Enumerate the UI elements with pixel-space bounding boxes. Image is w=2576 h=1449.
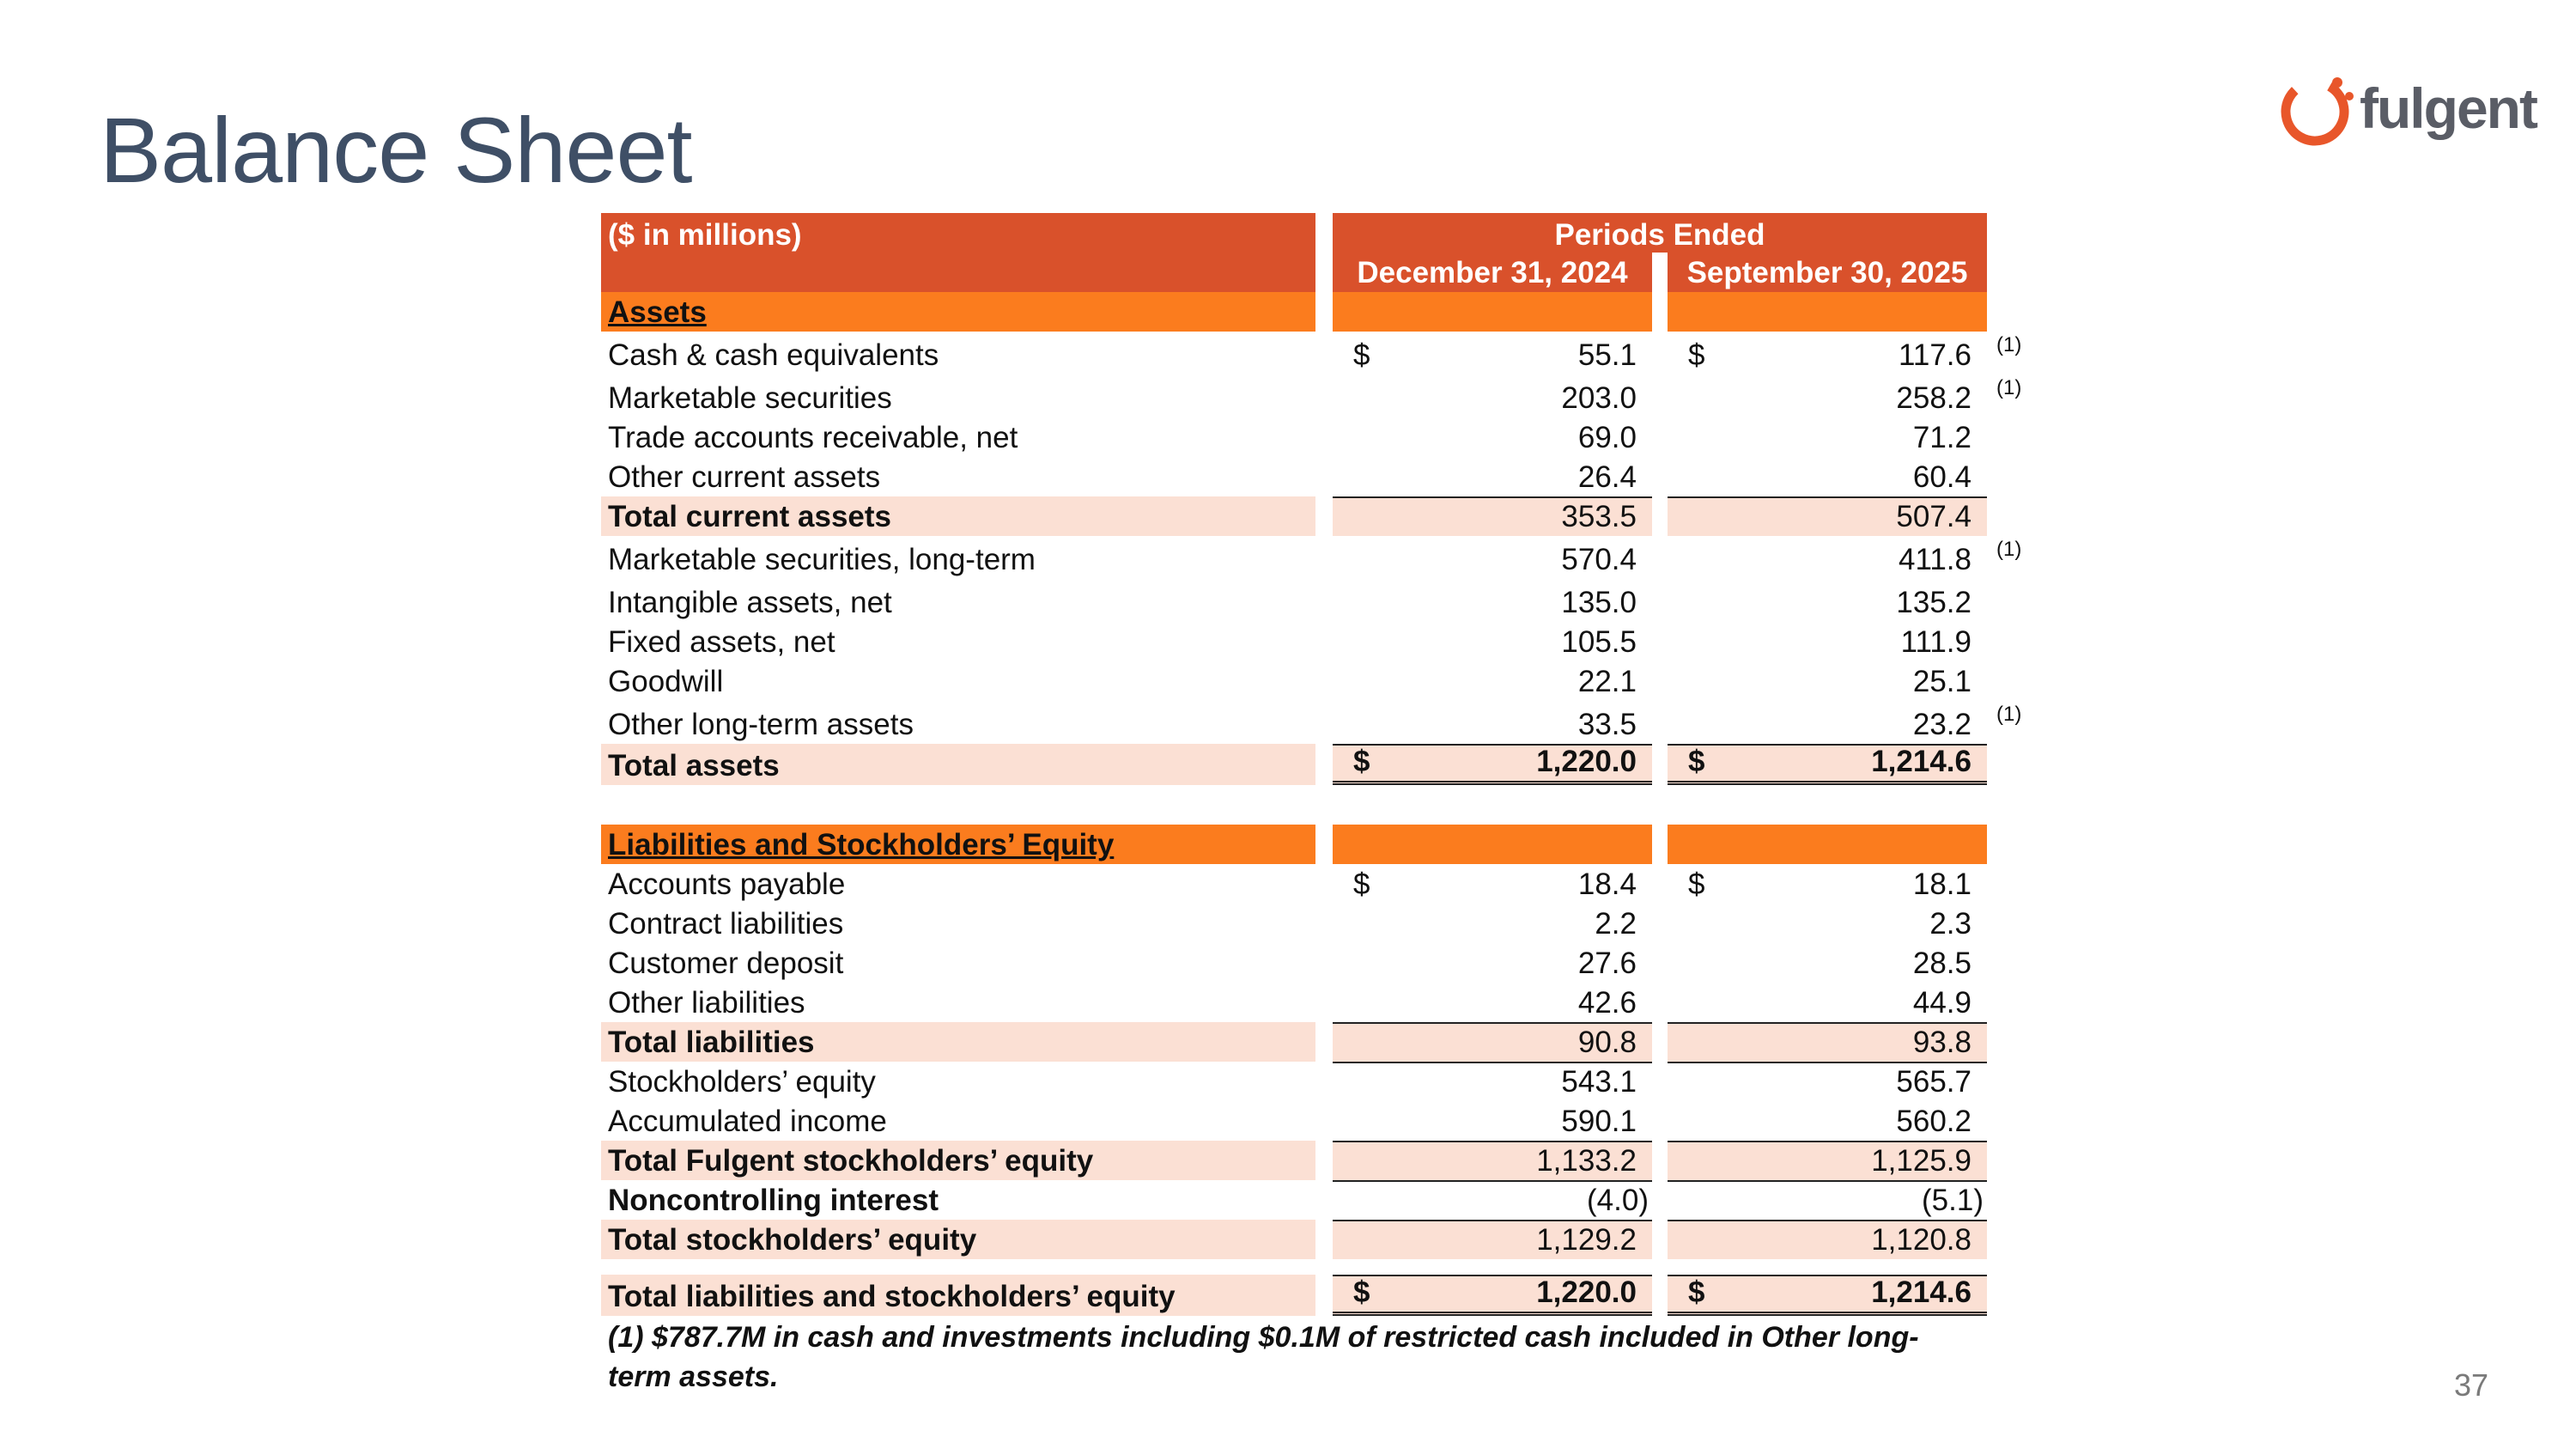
value-2024: 353.5 bbox=[1561, 500, 1637, 533]
value-2024: 203.0 bbox=[1561, 381, 1637, 415]
value-2024: 26.4 bbox=[1577, 460, 1637, 494]
value-2024: 33.5 bbox=[1577, 708, 1637, 741]
logo-text: fulgent bbox=[2360, 76, 2537, 140]
value-2024: 90.8 bbox=[1577, 1026, 1637, 1059]
table-row bbox=[601, 1101, 1992, 1141]
row-label: Noncontrolling interest bbox=[608, 1184, 939, 1217]
periods-label: Periods Ended bbox=[1333, 213, 1987, 253]
row-label: Intangible assets, net bbox=[608, 586, 892, 619]
table-row bbox=[601, 983, 1992, 1022]
table-row bbox=[601, 1062, 1992, 1101]
date-header-row bbox=[601, 253, 1992, 292]
table-row bbox=[601, 536, 2022, 579]
grand-total-row bbox=[601, 1275, 1992, 1316]
total-row bbox=[601, 496, 1992, 536]
value-2024: 1,129.2 bbox=[1536, 1223, 1637, 1257]
footnote-marker: (1) bbox=[1996, 376, 2022, 399]
table-row bbox=[601, 332, 2022, 374]
value-2025: 25.1 bbox=[1912, 665, 1971, 698]
table-row bbox=[601, 622, 1992, 661]
value-2024: 570.4 bbox=[1561, 543, 1637, 576]
value-2024: 69.0 bbox=[1577, 421, 1637, 454]
value-2024: 1,220.0 bbox=[1536, 745, 1637, 778]
total-row bbox=[601, 1022, 1992, 1062]
row-label: Total liabilities bbox=[601, 1022, 1315, 1062]
row-label: Stockholders’ equity bbox=[608, 1065, 876, 1099]
page-number: 37 bbox=[2454, 1367, 2489, 1403]
currency-symbol: $ bbox=[1353, 868, 1370, 901]
table-row bbox=[601, 1180, 1992, 1220]
table-row bbox=[601, 943, 1992, 983]
col2-date: September 30, 2025 bbox=[1668, 253, 1987, 292]
row-label: Other long-term assets bbox=[608, 708, 914, 741]
row-label: Customer deposit bbox=[608, 947, 844, 980]
row-label: Goodwill bbox=[608, 665, 724, 698]
table-row bbox=[601, 701, 2022, 744]
value-2025: 23.2 bbox=[1912, 708, 1971, 741]
currency-symbol: $ bbox=[1688, 745, 1705, 778]
value-2024: 543.1 bbox=[1561, 1065, 1637, 1099]
liabilities-heading: Liabilities and Stockholders’ Equity bbox=[601, 825, 1315, 864]
value-2025: 560.2 bbox=[1896, 1105, 1971, 1138]
value-2025: 2.3 bbox=[1929, 907, 1971, 941]
table-row bbox=[601, 417, 1992, 457]
row-label: Marketable securities bbox=[608, 381, 892, 415]
value-2025: 1,214.6 bbox=[1871, 745, 1971, 778]
value-2025: 117.6 bbox=[1899, 338, 1971, 372]
table-row bbox=[601, 374, 2022, 417]
row-label: Total Fulgent stockholders’ equity bbox=[601, 1141, 1315, 1180]
value-2025: 71.2 bbox=[1912, 421, 1971, 454]
footnote-marker: (1) bbox=[1996, 333, 2022, 356]
col1-date: December 31, 2024 bbox=[1333, 253, 1652, 292]
value-2025: 507.4 bbox=[1896, 500, 1971, 533]
value-2024: 1,220.0 bbox=[1536, 1275, 1637, 1309]
row-label: Other liabilities bbox=[608, 986, 805, 1020]
units-label: ($ in millions) bbox=[601, 213, 1315, 292]
footnote-text: (1) $787.7M in cash and investments including $0.1M of restricted cash included in Other long-term assets. bbox=[608, 1321, 1919, 1393]
assets-heading: Assets bbox=[601, 292, 1315, 332]
currency-symbol: $ bbox=[1353, 338, 1370, 372]
value-2025: 565.7 bbox=[1896, 1065, 1971, 1099]
table-row bbox=[601, 904, 1992, 943]
value-2025: 44.9 bbox=[1912, 986, 1971, 1020]
table-row bbox=[601, 579, 1992, 622]
currency-symbol: $ bbox=[1353, 745, 1370, 778]
row-label: Cash & cash equivalents bbox=[608, 338, 939, 372]
row-label: Total current assets bbox=[601, 496, 1315, 536]
table-row bbox=[601, 864, 1992, 904]
currency-symbol: $ bbox=[1688, 338, 1705, 372]
value-2024: 105.5 bbox=[1561, 625, 1637, 659]
value-2025: 1,125.9 bbox=[1871, 1144, 1971, 1178]
value-2025: 1,214.6 bbox=[1871, 1275, 1971, 1309]
value-2025: 60.4 bbox=[1912, 460, 1971, 494]
footnote-marker: (1) bbox=[1996, 538, 2022, 561]
value-2025: 93.8 bbox=[1912, 1026, 1971, 1059]
total-row bbox=[601, 1220, 1992, 1259]
row-label: Total assets bbox=[601, 744, 1315, 785]
value-2025: 28.5 bbox=[1912, 947, 1971, 980]
table-row bbox=[601, 457, 1992, 496]
row-label: Total stockholders’ equity bbox=[601, 1220, 1315, 1259]
row-label: Other current assets bbox=[608, 460, 881, 494]
row-label: Trade accounts receivable, net bbox=[608, 421, 1018, 454]
table-row bbox=[601, 661, 1992, 701]
value-2024: 18.4 bbox=[1577, 868, 1637, 901]
row-label: Marketable securities, long-term bbox=[608, 543, 1036, 576]
value-2024: 135.0 bbox=[1561, 586, 1637, 619]
footnote-marker: (1) bbox=[1996, 703, 2022, 726]
value-2024: (4.0) bbox=[1587, 1184, 1649, 1217]
balance-sheet-table bbox=[601, 213, 2022, 1313]
total-row bbox=[601, 1141, 1992, 1180]
page-title: Balance Sheet bbox=[100, 98, 692, 202]
value-2025: 411.8 bbox=[1899, 543, 1971, 576]
total-row bbox=[601, 744, 1992, 785]
row-label: Accounts payable bbox=[608, 868, 846, 901]
row-label: Accumulated income bbox=[608, 1105, 887, 1138]
currency-symbol: $ bbox=[1688, 1275, 1705, 1309]
value-2024: 2.2 bbox=[1595, 907, 1637, 941]
value-2025: 111.9 bbox=[1900, 625, 1971, 659]
value-2024: 590.1 bbox=[1561, 1105, 1637, 1138]
value-2024: 55.1 bbox=[1577, 338, 1637, 372]
value-2025: (5.1) bbox=[1922, 1184, 1984, 1217]
value-2024: 27.6 bbox=[1577, 947, 1637, 980]
value-2025: 1,120.8 bbox=[1871, 1223, 1971, 1257]
row-label: Contract liabilities bbox=[608, 907, 844, 941]
table-header-row bbox=[601, 213, 1992, 253]
row-label: Fixed assets, net bbox=[608, 625, 835, 659]
value-2024: 42.6 bbox=[1577, 986, 1637, 1020]
value-2025: 18.1 bbox=[1912, 868, 1971, 901]
currency-symbol: $ bbox=[1353, 1275, 1370, 1309]
value-2025: 135.2 bbox=[1896, 586, 1971, 619]
liabilities-section-row bbox=[601, 825, 1992, 864]
value-2024: 1,133.2 bbox=[1536, 1144, 1637, 1178]
currency-symbol: $ bbox=[1688, 868, 1705, 901]
row-label: Total liabilities and stockholders’ equity bbox=[601, 1275, 1315, 1316]
value-2024: 22.1 bbox=[1577, 665, 1637, 698]
value-2025: 258.2 bbox=[1896, 381, 1971, 415]
assets-section-row bbox=[601, 292, 1992, 332]
